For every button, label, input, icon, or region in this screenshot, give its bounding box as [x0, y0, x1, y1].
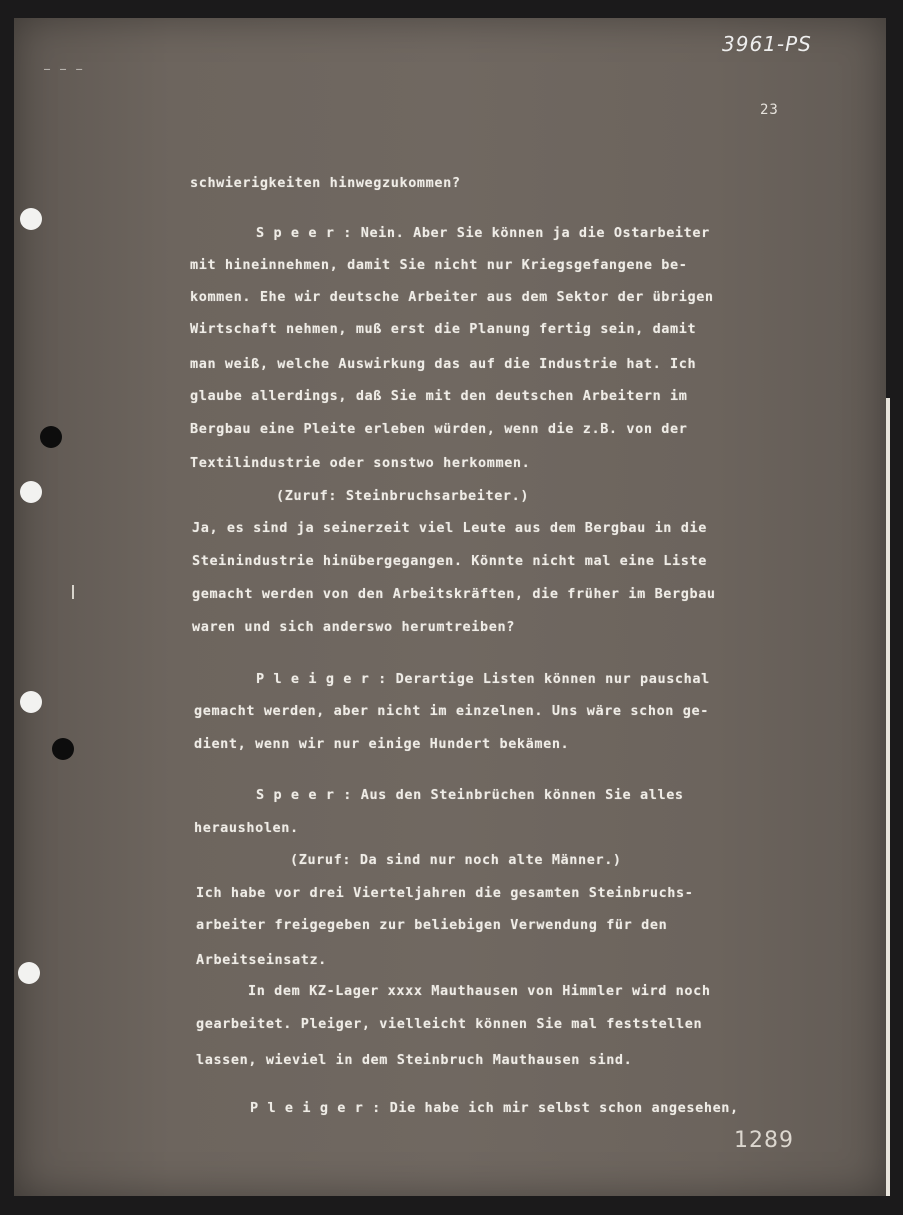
text-line: Textilindustrie oder sonstwo herkommen.: [190, 455, 531, 471]
text-line: dient, wenn wir nur einige Hundert bekämen.: [194, 736, 570, 752]
text-line: In dem KZ-Lager xxxx Mauthausen von Himmler wird noch: [248, 983, 711, 999]
text-line: Arbeitseinsatz.: [196, 952, 327, 968]
margin-marks: — — —: [44, 64, 85, 75]
text-line: Ich habe vor drei Vierteljahren die gesamten Steinbruchs-: [196, 885, 694, 901]
text-line: Steinindustrie hinübergegangen. Könnte nicht mal eine Liste: [192, 553, 707, 569]
punch-hole: [20, 481, 42, 503]
punch-hole: [20, 691, 42, 713]
text-line: arbeiter freigegeben zur beliebigen Verwendung für den: [196, 917, 668, 933]
interjection: (Zuruf: Steinbruchsarbeiter.): [276, 488, 530, 504]
margin-mark: [72, 585, 74, 599]
text-line: Wirtschaft nehmen, muß erst die Planung fertig sein, damit: [190, 321, 697, 337]
punch-hole: [40, 426, 62, 448]
text-line: mit hineinnehmen, damit Sie nicht nur Kriegsgefangene be-: [190, 257, 688, 273]
paper-edge: [886, 398, 890, 1196]
punch-hole: [20, 208, 42, 230]
punch-hole: [52, 738, 74, 760]
text-line: glaube allerdings, daß Sie mit den deutschen Arbeitern im: [190, 388, 688, 404]
text-line: gearbeitet. Pleiger, vielleicht können Sie mal feststellen: [196, 1016, 703, 1032]
page-number: 23: [760, 102, 779, 118]
text-line: lassen, wieviel in dem Steinbruch Mauthausen sind.: [196, 1052, 633, 1068]
text-line: herausholen.: [194, 820, 299, 836]
interjection: (Zuruf: Da sind nur noch alte Männer.): [290, 852, 622, 868]
text-line: gemacht werden, aber nicht im einzelnen. Uns wäre schon ge-: [194, 703, 709, 719]
text-line: P l e i g e r : Die habe ich mir selbst schon angesehen,: [250, 1100, 739, 1116]
text-line: man weiß, welche Auswirkung das auf die Industrie hat. Ich: [190, 356, 697, 372]
text-line: S p e e r : Aus den Steinbrüchen können Sie alles: [256, 787, 684, 803]
text-line: gemacht werden von den Arbeitskräften, die früher im Bergbau: [192, 586, 716, 602]
archive-stamp-number: 1289: [734, 1128, 794, 1153]
handwritten-reference: 3961-PS: [722, 32, 812, 56]
text-line: kommen. Ehe wir deutsche Arbeiter aus dem Sektor der übrigen: [190, 289, 714, 305]
text-line: schwierigkeiten hinwegzukommen?: [190, 175, 461, 191]
text-line: Bergbau eine Pleite erleben würden, wenn die z.B. von der: [190, 421, 688, 437]
punch-hole: [18, 962, 40, 984]
text-line: S p e e r : Nein. Aber Sie können ja die Ostarbeiter: [256, 225, 710, 241]
text-line: waren und sich anderswo herumtreiben?: [192, 619, 515, 635]
text-line: P l e i g e r : Derartige Listen können nur pauschal: [256, 671, 710, 687]
text-line: Ja, es sind ja seinerzeit viel Leute aus dem Bergbau in die: [192, 520, 707, 536]
